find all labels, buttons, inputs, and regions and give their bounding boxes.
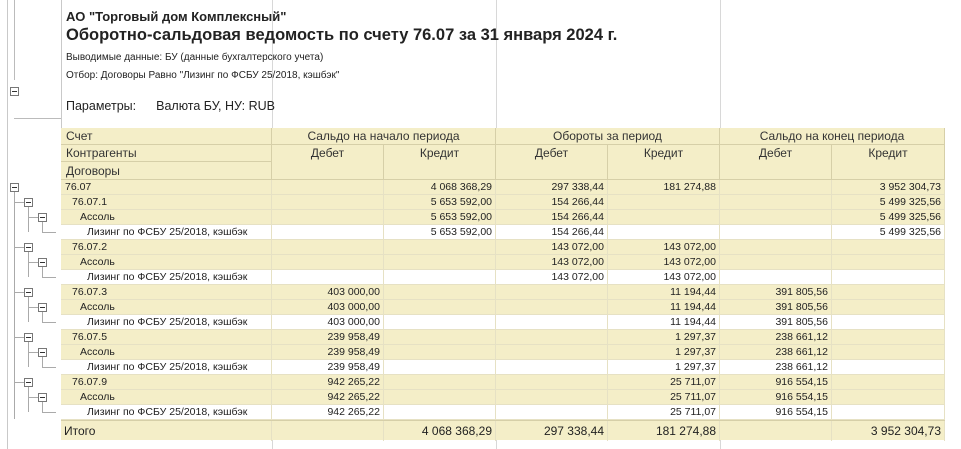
table-row-contract[interactable]: [61, 270, 945, 285]
header-counterparties: Контрагенты: [61, 145, 272, 162]
outline-connector: [42, 312, 43, 322]
outline-connector: [28, 397, 38, 398]
cell-open-credit: [384, 240, 496, 254]
cell-close-credit: 5 499 325,56: [832, 210, 945, 224]
cell-open-credit: [384, 375, 496, 389]
cell-close-debit: 391 805,56: [720, 300, 832, 314]
row-collapse-toggle[interactable]: [24, 198, 33, 207]
outline-connector: [28, 297, 29, 307]
cell-open-credit: [384, 285, 496, 299]
outline-connector: [42, 402, 43, 412]
cell-close-debit: 391 805,56: [720, 315, 832, 329]
parameters-line: [66, 99, 275, 113]
cell-turn-debit: [496, 405, 608, 419]
cell-open-debit: 403 000,00: [272, 285, 384, 299]
outline-connector: [28, 352, 38, 353]
header-closing-debit: Дебет: [720, 145, 832, 180]
cell-turn-debit: 143 072,00: [496, 240, 608, 254]
cell-close-debit: 238 661,12: [720, 360, 832, 374]
cell-name: Лизинг по ФСБУ 25/2018, кэшбэк: [61, 225, 272, 239]
cell-turn-credit: 1 297,37: [608, 345, 720, 359]
row-collapse-toggle[interactable]: [24, 333, 33, 342]
cell-close-debit: 238 661,12: [720, 330, 832, 344]
cell-open-debit: [272, 180, 384, 194]
table-row-counterparty[interactable]: [61, 255, 945, 270]
cell-close-credit: [832, 405, 945, 419]
cell-open-credit: [384, 345, 496, 359]
table-row-counterparty[interactable]: [61, 390, 945, 405]
outline-connector: [28, 387, 29, 397]
gutter-divider: [61, 0, 62, 128]
cell-close-debit: [720, 180, 832, 194]
cell-turn-credit: [608, 225, 720, 239]
cell-turn-credit: 11 194,44: [608, 285, 720, 299]
outline-connector: [28, 262, 38, 263]
outline-connector: [42, 412, 56, 413]
left-outline-line: [7, 0, 8, 449]
cell-close-debit: 916 554,15: [720, 390, 832, 404]
table-row-contract[interactable]: [61, 225, 945, 240]
cell-close-debit: [720, 240, 832, 254]
parameters-value: Валюта БУ, НУ: RUB: [156, 99, 275, 113]
cell-turn-credit: 143 072,00: [608, 255, 720, 269]
cell-open-credit: [384, 255, 496, 269]
cell-name: Лизинг по ФСБУ 25/2018, кэшбэк: [61, 405, 272, 419]
cell-open-credit: [384, 390, 496, 404]
outline-connector: [28, 307, 29, 322]
cell-close-credit: [832, 345, 945, 359]
cell-open-debit: 239 958,49: [272, 345, 384, 359]
cell-turn-debit: [496, 345, 608, 359]
header-closing-balance: Сальдо на конец периода: [720, 128, 945, 145]
outline-connector: [42, 222, 43, 232]
header-collapse-toggle[interactable]: [10, 87, 19, 96]
cell-open-credit: [384, 315, 496, 329]
cell-open-credit: [384, 270, 496, 284]
header-turnover-debit: Дебет: [496, 145, 608, 180]
cell-close-debit: 916 554,15: [720, 405, 832, 419]
header-outline-bottom: [14, 118, 62, 119]
cell-open-debit: [272, 195, 384, 209]
row-collapse-toggle[interactable]: [24, 378, 33, 387]
cell-close-credit: [832, 255, 945, 269]
cell-turn-credit: 181 274,88: [608, 421, 720, 441]
outline-connector: [42, 357, 43, 367]
cell-turn-debit: [496, 330, 608, 344]
cell-open-credit: 5 653 592,00: [384, 225, 496, 239]
header-turnover-credit: Кредит: [608, 145, 720, 180]
cell-open-credit: [384, 360, 496, 374]
cell-turn-debit: 297 338,44: [496, 421, 608, 441]
cell-name: 76.07: [61, 180, 272, 194]
cell-turn-debit: [496, 360, 608, 374]
cell-turn-credit: 181 274,88: [608, 180, 720, 194]
cell-close-credit: [832, 360, 945, 374]
cell-close-debit: 916 554,15: [720, 375, 832, 389]
row-collapse-toggle[interactable]: [38, 393, 47, 402]
table-row-total: [61, 420, 945, 440]
cell-close-debit: [720, 421, 832, 441]
outline-connector: [42, 322, 56, 323]
cell-close-credit: [832, 375, 945, 389]
cell-name: 76.07.5: [61, 330, 272, 344]
cell-open-debit: 942 265,22: [272, 375, 384, 389]
row-collapse-toggle[interactable]: [24, 243, 33, 252]
cell-open-debit: 403 000,00: [272, 315, 384, 329]
cell-open-debit: 403 000,00: [272, 300, 384, 314]
cell-turn-credit: [608, 195, 720, 209]
outline-connector: [28, 262, 29, 277]
cell-open-credit: 4 068 368,29: [384, 421, 496, 441]
cell-close-credit: [832, 315, 945, 329]
header-closing-credit: Кредит: [832, 145, 945, 180]
cell-open-debit: [272, 255, 384, 269]
cell-close-credit: 3 952 304,73: [832, 180, 945, 194]
cell-turn-credit: 25 711,07: [608, 375, 720, 389]
table-row-account[interactable]: [61, 180, 945, 195]
cell-close-credit: [832, 240, 945, 254]
outline-connector: [28, 397, 29, 412]
outline-connector: [14, 382, 24, 383]
table-row-counterparty[interactable]: [61, 300, 945, 315]
cell-name: Ассоль: [61, 255, 272, 269]
table-header: [61, 128, 945, 180]
cell-turn-debit: [496, 285, 608, 299]
cell-open-debit: [272, 270, 384, 284]
cell-name: Ассоль: [61, 210, 272, 224]
cell-turn-debit: 143 072,00: [496, 270, 608, 284]
table-row-counterparty[interactable]: [61, 345, 945, 360]
outline-connector: [28, 307, 38, 308]
cell-open-debit: [272, 225, 384, 239]
cell-turn-debit: 154 266,44: [496, 210, 608, 224]
outline-connector: [14, 192, 15, 419]
cell-close-debit: 238 661,12: [720, 345, 832, 359]
table-row-subaccount[interactable]: [61, 285, 945, 300]
outline-connector: [28, 342, 29, 352]
cell-close-credit: 3 952 304,73: [832, 421, 945, 441]
cell-close-credit: [832, 330, 945, 344]
cell-open-debit: [272, 421, 384, 441]
cell-open-debit: [272, 240, 384, 254]
outline-connector: [42, 267, 43, 277]
cell-name: 76.07.3: [61, 285, 272, 299]
cell-turn-debit: [496, 315, 608, 329]
outline-connector: [28, 217, 38, 218]
cell-turn-credit: 1 297,37: [608, 360, 720, 374]
cell-close-debit: [720, 225, 832, 239]
row-collapse-toggle[interactable]: [38, 258, 47, 267]
header-opening-credit: Кредит: [384, 145, 496, 180]
cell-name: Ассоль: [61, 390, 272, 404]
row-collapse-toggle[interactable]: [38, 303, 47, 312]
outline-connector: [42, 277, 56, 278]
cell-turn-debit: 154 266,44: [496, 195, 608, 209]
cell-open-credit: [384, 330, 496, 344]
cell-turn-credit: 25 711,07: [608, 390, 720, 404]
outline-connector: [28, 352, 29, 367]
cell-name: Лизинг по ФСБУ 25/2018, кэшбэк: [61, 315, 272, 329]
outline-connector: [14, 337, 24, 338]
cell-close-credit: 5 499 325,56: [832, 225, 945, 239]
outline-connector: [42, 232, 56, 233]
cell-open-debit: 942 265,22: [272, 390, 384, 404]
cell-name: Лизинг по ФСБУ 25/2018, кэшбэк: [61, 360, 272, 374]
cell-close-credit: [832, 390, 945, 404]
cell-open-debit: 239 958,49: [272, 330, 384, 344]
cell-turn-debit: 297 338,44: [496, 180, 608, 194]
cell-open-debit: [272, 210, 384, 224]
cell-open-credit: 5 653 592,00: [384, 195, 496, 209]
parameters-label: Параметры:: [66, 99, 137, 113]
cell-open-credit: [384, 405, 496, 419]
cell-turn-debit: [496, 375, 608, 389]
header-contracts: Договоры: [61, 162, 272, 180]
outline-connector: [28, 207, 29, 217]
outline-connector: [28, 217, 29, 232]
cell-close-debit: [720, 195, 832, 209]
cell-turn-credit: 11 194,44: [608, 300, 720, 314]
cell-close-credit: [832, 285, 945, 299]
cell-name: 76.07.1: [61, 195, 272, 209]
outline-connector: [14, 202, 24, 203]
table-row-contract[interactable]: [61, 405, 945, 420]
cell-open-debit: 942 265,22: [272, 405, 384, 419]
cell-open-credit: 5 653 592,00: [384, 210, 496, 224]
cell-turn-credit: 11 194,44: [608, 315, 720, 329]
row-collapse-toggle[interactable]: [38, 348, 47, 357]
header-opening-balance: Сальдо на начало периода: [272, 128, 496, 145]
outline-connector: [28, 252, 29, 262]
cell-close-debit: [720, 210, 832, 224]
table-row-subaccount[interactable]: [61, 195, 945, 210]
cell-turn-credit: 143 072,00: [608, 240, 720, 254]
row-collapse-toggle[interactable]: [10, 183, 19, 192]
outline-connector: [14, 247, 24, 248]
company-name: АО "Торговый дом Комплексный": [66, 9, 287, 24]
cell-turn-debit: [496, 390, 608, 404]
report-title: Оборотно-сальдовая ведомость по счету 76.07 за 31 января 2024 г.: [66, 26, 618, 44]
cell-close-debit: 391 805,56: [720, 285, 832, 299]
output-data-text: Выводимые данные: БУ (данные бухгалтерского учета): [66, 52, 324, 63]
cell-open-credit: 4 068 368,29: [384, 180, 496, 194]
outline-connector: [14, 292, 24, 293]
cell-turn-credit: 143 072,00: [608, 270, 720, 284]
cell-name: Ассоль: [61, 300, 272, 314]
cell-turn-credit: 1 297,37: [608, 330, 720, 344]
row-collapse-toggle[interactable]: [24, 288, 33, 297]
row-collapse-toggle[interactable]: [38, 213, 47, 222]
cell-close-debit: [720, 255, 832, 269]
cell-name: Лизинг по ФСБУ 25/2018, кэшбэк: [61, 270, 272, 284]
cell-turn-debit: [496, 300, 608, 314]
header-opening-debit: Дебет: [272, 145, 384, 180]
table-row-subaccount[interactable]: [61, 330, 945, 345]
cell-open-debit: 239 958,49: [272, 360, 384, 374]
filter-text: Отбор: Договоры Равно "Лизинг по ФСБУ 25/2018, кэшбэк": [66, 70, 340, 81]
cell-turn-debit: 143 072,00: [496, 255, 608, 269]
header-turnover: Обороты за период: [496, 128, 720, 145]
table-row-counterparty[interactable]: [61, 210, 945, 225]
cell-name: Ассоль: [61, 345, 272, 359]
cell-close-credit: 5 499 325,56: [832, 195, 945, 209]
cell-turn-credit: [608, 210, 720, 224]
cell-open-credit: [384, 300, 496, 314]
header-outline-line: [14, 0, 15, 80]
cell-close-credit: [832, 300, 945, 314]
cell-turn-debit: 154 266,44: [496, 225, 608, 239]
cell-name: 76.07.2: [61, 240, 272, 254]
table-row-subaccount[interactable]: [61, 240, 945, 255]
table-row-contract[interactable]: [61, 315, 945, 330]
cell-name: Итого: [61, 421, 272, 441]
cell-close-debit: [720, 270, 832, 284]
outline-connector: [42, 367, 56, 368]
header-account: Счет: [61, 128, 272, 145]
table-row-subaccount[interactable]: [61, 375, 945, 390]
table-row-contract[interactable]: [61, 360, 945, 375]
cell-close-credit: [832, 270, 945, 284]
cell-name: 76.07.9: [61, 375, 272, 389]
cell-turn-credit: 25 711,07: [608, 405, 720, 419]
